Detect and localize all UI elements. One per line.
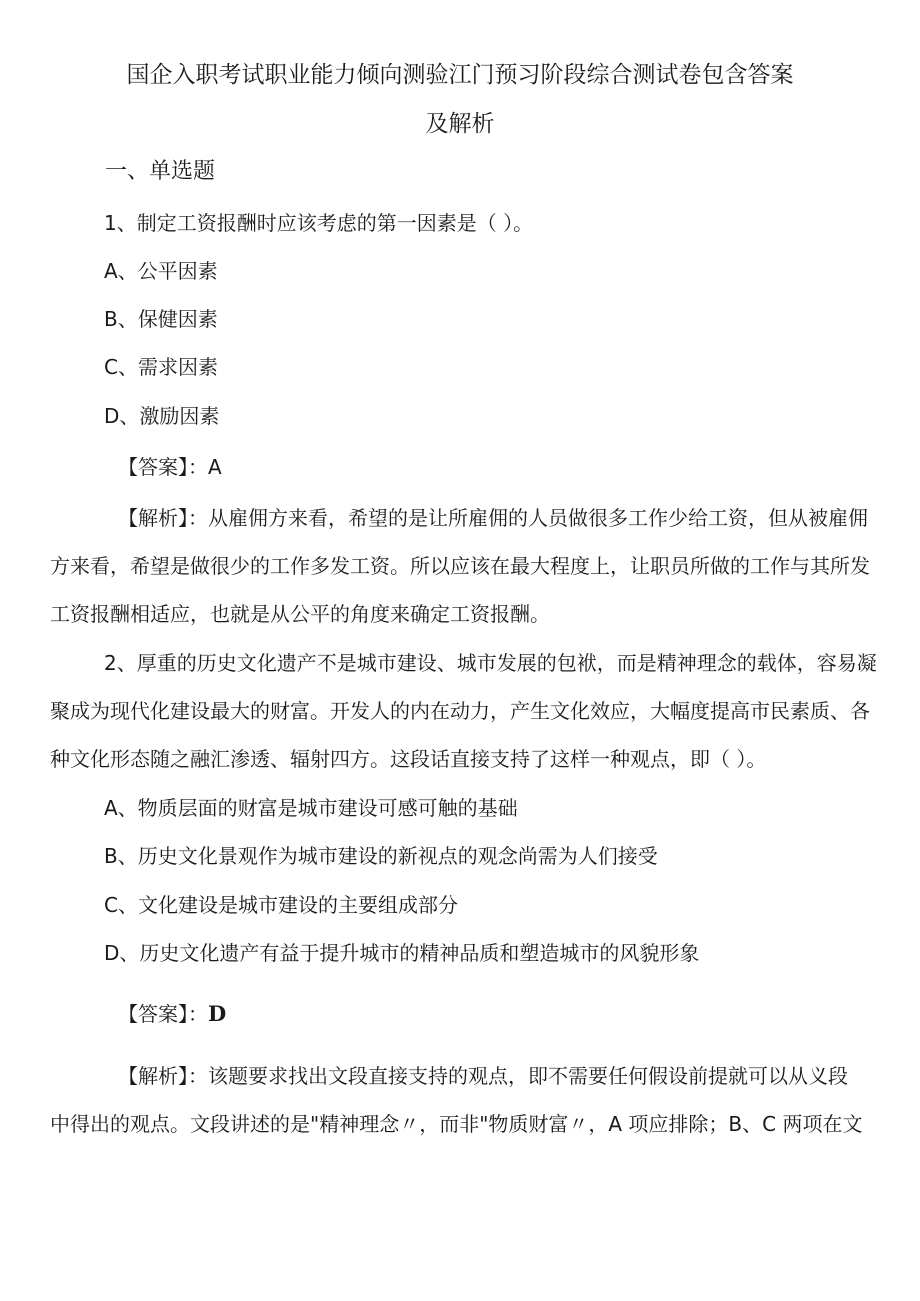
question-1-option-a: A、公平因素 (104, 259, 218, 283)
answer-label: 【答案】： (118, 455, 208, 479)
question-1-explanation-line-3: 工资报酬相适应，也就是从公平的角度来确定工资报酬。 (50, 602, 550, 626)
question-1-stem: 1、制定工资报酬时应该考虑的第一因素是（ ）。 (104, 211, 534, 235)
question-2-option-c: C、文化建设是城市建设的主要组成部分 (104, 893, 458, 917)
question-2-stem-line-3: 种文化形态随之融汇渗透、辐射四方。这段话直接支持了这样一种观点，即（ ）。 (50, 747, 767, 771)
question-2-option-d: D、历史文化遗产有益于提升城市的精神品质和塑造城市的风貌形象 (104, 941, 700, 965)
question-1-explanation-line-2: 方来看，希望是做很少的工作多发工资。所以应该在最大程度上，让职员所做的工作与其所发 (50, 554, 870, 578)
question-2-option-b: B、历史文化景观作为城市建设的新视点的观念尚需为人们接受 (104, 844, 658, 868)
question-1-explanation-line-1: 【解析】：从雇佣方来看，希望的是让所雇佣的人员做很多工作少给工资，但从被雇佣 (118, 506, 868, 530)
question-1-option-c: C、需求因素 (104, 355, 218, 379)
document-title-line-1: 国企入职考试职业能力倾向测验江门预习阶段综合测试卷包含答案 (126, 62, 794, 88)
document-title-line-2: 及解析 (425, 111, 495, 137)
question-1-option-b: B、保健因素 (104, 307, 218, 331)
question-1-answer (118, 453, 222, 481)
answer-value: A (208, 455, 222, 479)
question-2-explanation-line-2: 中得出的观点。文段讲述的是"精神理念〃，而非"物质财富〃，A 项应排除；B、C 两项在文 (50, 1112, 863, 1136)
answer-value: D (208, 1001, 227, 1026)
question-2-answer (118, 1000, 226, 1028)
question-2-explanation-line-1: 【解析】：该题要求找出文段直接支持的观点，即不需要任何假设前提就可以从义段 (118, 1064, 848, 1088)
answer-label: 【答案】： (118, 1002, 208, 1026)
section-heading: 一、单选题 (105, 159, 216, 184)
question-1-option-d: D、激励因素 (104, 404, 220, 428)
question-2-stem-line-2: 聚成为现代化建设最大的财富。开发人的内在动力，产生文化效应，大幅度提高市民素质、各 (50, 699, 870, 723)
question-2-stem-line-1: 2、厚重的历史文化遗产不是城市建设、城市发展的包袱，而是精神理念的载体，容易凝 (104, 651, 877, 675)
question-2-option-a: A、物质层面的财富是城市建设可感可触的基础 (104, 796, 518, 820)
